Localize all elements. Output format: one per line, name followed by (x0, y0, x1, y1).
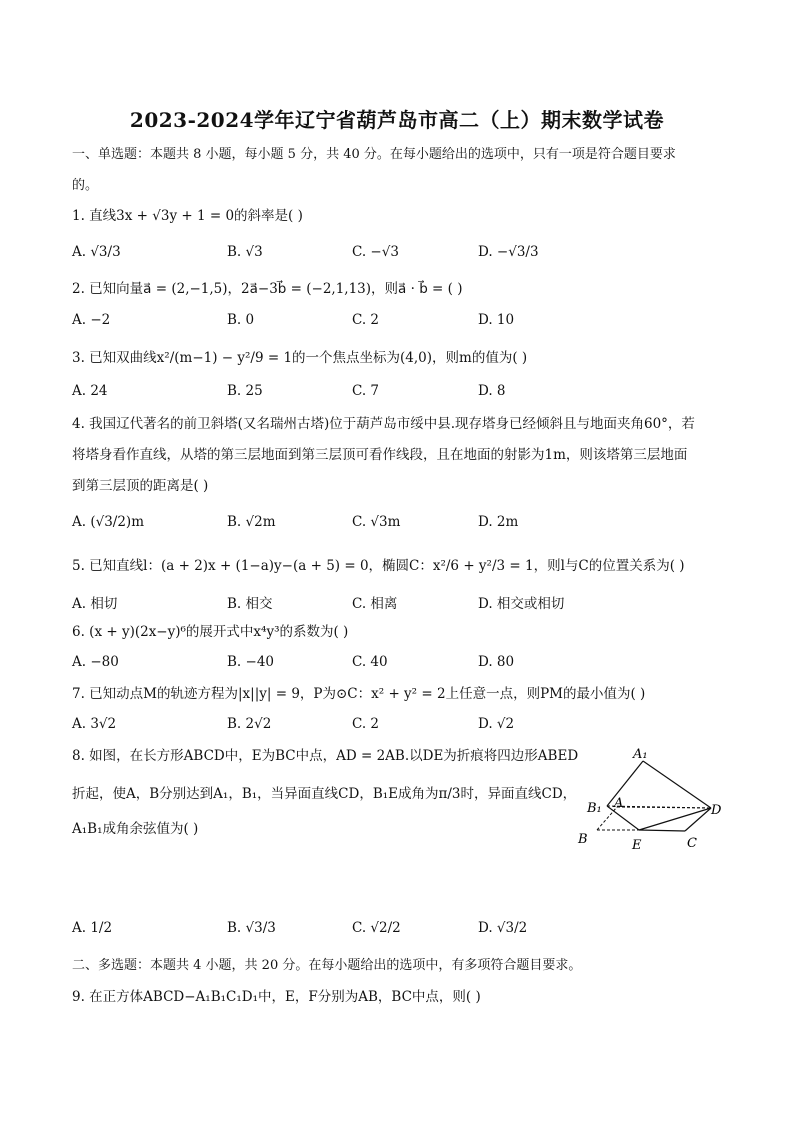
question-2-stem: 2. 已知向量a⃗ = (2,−1,5)，2a⃗−3b⃗ = (−2,1,13)，则a⃗ · b⃗ = ( ) (72, 281, 463, 297)
option-d: D. 10 (478, 312, 515, 328)
question-7-options (72, 716, 592, 736)
option-c: C. 相离 (352, 596, 398, 612)
option-a: A. (√3/2)m (72, 514, 144, 530)
question-9-stem: 9. 在正方体ABCD−A₁B₁C₁D₁中，E，F分别为AB，BC中点，则( ) (72, 989, 481, 1005)
question-7-stem: 7. 已知动点M的轨迹方程为|x||y| = 9，P为⊙C：x² + y² = 2上任意一点，则PM的最小值为( ) (72, 686, 646, 702)
question-4-options (72, 514, 592, 534)
label-e: E (632, 838, 642, 853)
option-c: C. √3m (352, 514, 401, 530)
option-b: B. 2√2 (227, 716, 272, 732)
label-c: C (687, 836, 697, 851)
option-b: B. √3 (227, 244, 263, 260)
option-b: B. −40 (227, 654, 274, 670)
section1-heading: 一、单选题：本题共 8 小题，每小题 5 分，共 40 分。在每小题给出的选项中，只有一项是符合题目要求 (72, 147, 676, 162)
question-6-options (72, 654, 592, 674)
option-a: A. −2 (72, 312, 111, 328)
option-b: B. √3/3 (227, 920, 276, 936)
option-c: C. −√3 (352, 244, 399, 260)
option-d: D. √3/2 (478, 920, 528, 936)
question-6-stem: 6. (x + y)(2x−y)⁶的展开式中x⁴y³的系数为( ) (72, 624, 349, 640)
question-3-options (72, 383, 592, 403)
option-a: A. −80 (72, 654, 119, 670)
option-d: D. −√3/3 (478, 244, 539, 260)
question-8-stem-line1: 8. 如图，在长方形ABCD中，E为BC中点，AD = 2AB.以DE为折痕将四边形ABED (72, 748, 579, 764)
option-a: A. 1/2 (72, 920, 113, 936)
option-d: D. 相交或相切 (478, 596, 565, 612)
question-5-stem: 5. 已知直线l：(a + 2)x + (1−a)y−(a + 5) = 0，椭圆C：x²/6 + y²/3 = 1，则l与C的位置关系为( ) (72, 558, 685, 574)
option-c: C. 40 (352, 654, 388, 670)
question-4-stem-line2: 将塔身看作直线，从塔的第三层地面到第三层顶可看作线段，且在地面的射影为1m，则该塔第三层地面 (72, 447, 688, 463)
section1-heading-cont: 的。 (72, 178, 99, 193)
option-c: C. √2/2 (352, 920, 401, 936)
option-d: D. 8 (478, 383, 506, 399)
option-d: D. √2 (478, 716, 515, 732)
option-a: A. √3/3 (72, 244, 121, 260)
option-c: C. 7 (352, 383, 380, 399)
label-a: A (614, 796, 624, 811)
folded-rectangle-figure (570, 745, 730, 855)
option-d: D. 80 (478, 654, 515, 670)
option-c: C. 2 (352, 716, 380, 732)
option-a: A. 3√2 (72, 716, 117, 732)
question-1-stem: 1. 直线3x + √3y + 1 = 0的斜率是( ) (72, 208, 303, 224)
option-b: B. √2m (227, 514, 276, 530)
question-3-stem: 3. 已知双曲线x²/(m−1) − y²/9 = 1的一个焦点坐标为(4,0)，则m的值为( ) (72, 350, 528, 366)
option-a: A. 24 (72, 383, 108, 399)
question-4-stem-line3: 到第三层顶的距离是( ) (72, 478, 209, 494)
option-b: B. 相交 (227, 596, 273, 612)
question-8-stem-line3: A₁B₁成角余弦值为( ) (72, 821, 199, 837)
option-b: B. 25 (227, 383, 263, 399)
option-d: D. 2m (478, 514, 519, 530)
option-b: B. 0 (227, 312, 255, 328)
question-8-stem-line2: 折起，使A，B分别达到A₁，B₁，当异面直线CD，B₁E成角为π/3时，异面直线CD， (72, 786, 577, 802)
label-a1: A₁ (633, 747, 648, 762)
question-4-stem-line1: 4. 我国辽代著名的前卫斜塔(又名瑞州古塔)位于葫芦岛市绥中县.现存塔身已经倾斜且与地面夹角60°，若 (72, 416, 695, 432)
question-8-options (72, 920, 592, 940)
option-a: A. 相切 (72, 596, 118, 612)
label-b1: B₁ (587, 801, 602, 816)
question-5-options (72, 592, 592, 612)
section2-heading: 二、多选题：本题共 4 小题，共 20 分。在每小题给出的选项中，有多项符合题目要求。 (72, 958, 582, 973)
question-2-options (72, 312, 592, 332)
label-d: D (711, 803, 722, 818)
exam-title: 2023-2024学年辽宁省葫芦岛市高二（上）期末数学试卷 (129, 108, 665, 132)
option-c: C. 2 (352, 312, 380, 328)
question-1-options (72, 244, 592, 264)
label-b: B (578, 832, 588, 847)
